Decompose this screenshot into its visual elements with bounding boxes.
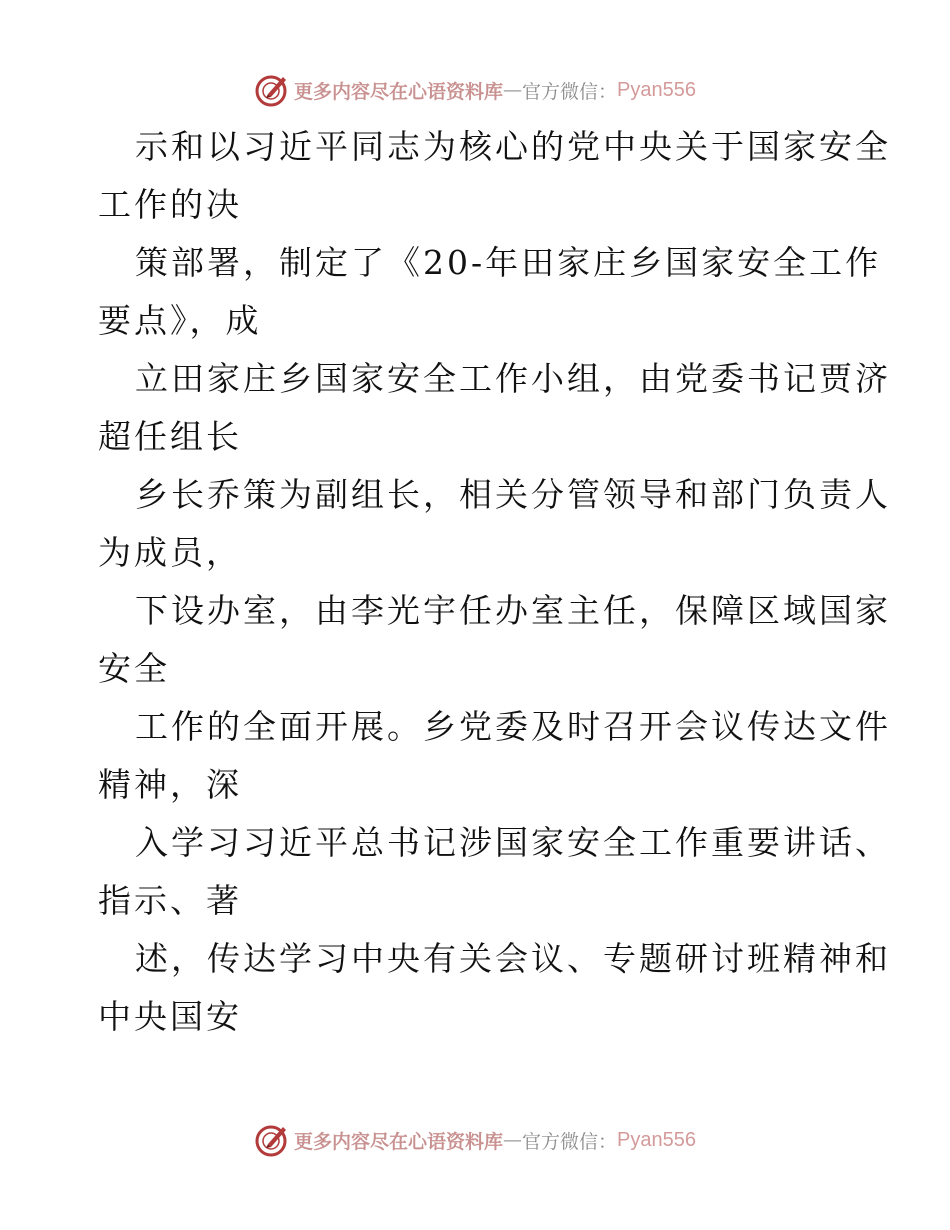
body-line-10: 安全 <box>98 649 170 688</box>
body-line-6: 超任组长 <box>98 417 242 456</box>
header-banner <box>0 68 950 112</box>
banner-separator: — <box>503 1129 523 1151</box>
banner-slogan: 更多内容尽在心语资料库 <box>294 80 504 103</box>
document-body <box>98 118 891 1046</box>
banner-slogan: 更多内容尽在心语资料库 <box>294 1130 504 1153</box>
body-line-13: 入学习习近平总书记涉国家安全工作重要讲话、 <box>135 823 891 862</box>
banner-wechat-id: Pyan556 <box>617 78 696 101</box>
body-line-9: 下设办室，由李光宇任办室主任，保障区域国家 <box>135 591 891 630</box>
body-line-2: 工作的决 <box>98 185 242 224</box>
body-line-3: 策部署，制定了《20-年田家庄乡国家安全工作 <box>135 243 882 282</box>
body-line-11: 工作的全面开展。乡党委及时召开会议传达文件 <box>135 707 891 746</box>
body-line-16: 中央国安 <box>98 997 242 1036</box>
pen-logo-icon <box>254 1122 290 1158</box>
banner-wechat-label: 官方微信： <box>522 80 618 103</box>
banner-separator: — <box>503 79 523 101</box>
pen-logo-icon <box>254 72 290 108</box>
body-line-15: 述，传达学习中央有关会议、专题研讨班精神和 <box>135 939 891 978</box>
body-line-7: 乡长乔策为副组长，相关分管领导和部门负责人 <box>135 475 891 514</box>
banner-wechat-id: Pyan556 <box>617 1128 696 1151</box>
body-line-8: 为成员， <box>98 533 242 572</box>
body-line-14: 指示、著 <box>98 881 242 920</box>
body-line-1: 示和以习近平同志为核心的党中央关于国家安全 <box>135 127 891 166</box>
body-line-5: 立田家庄乡国家安全工作小组，由党委书记贾济 <box>135 359 891 398</box>
footer-banner <box>0 1118 950 1162</box>
banner-wechat-label: 官方微信： <box>522 1130 618 1153</box>
body-line-4: 要点》，成 <box>98 301 262 340</box>
body-line-12: 精神，深 <box>98 765 242 804</box>
